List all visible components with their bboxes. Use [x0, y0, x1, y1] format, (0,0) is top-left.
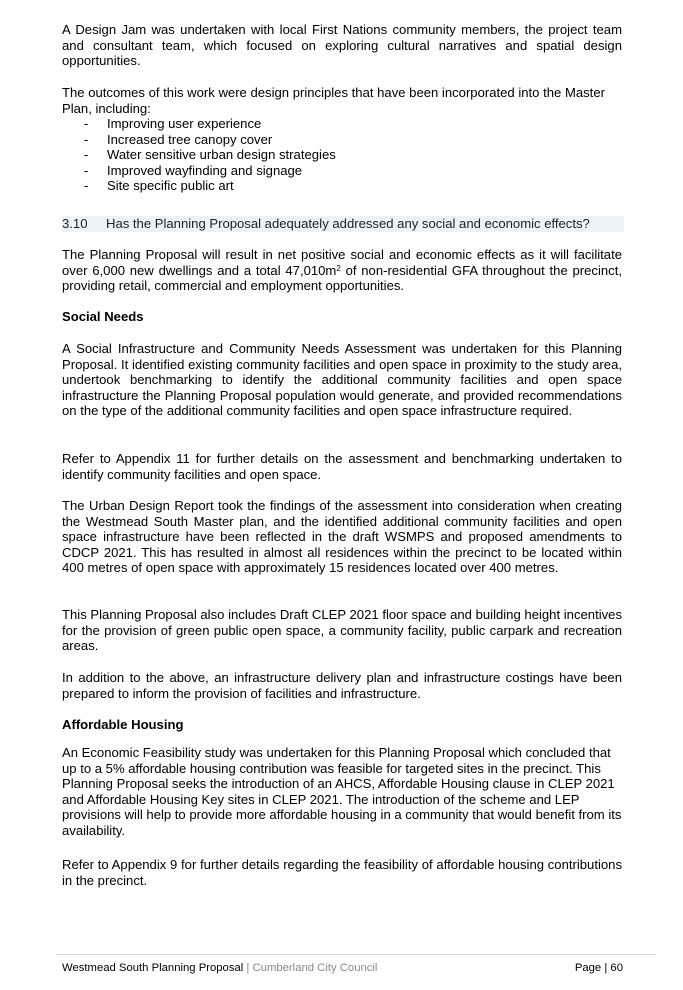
- footer-divider: [56, 954, 656, 955]
- superscript: 2: [336, 263, 341, 273]
- section-number: 3.10: [62, 216, 88, 231]
- paragraph-urban-design: The Urban Design Report took the findings of the assessment into consideration when creating the Westmead South Master plan, and the identified additional community facilities and open space infrastructure have been reflected in the draft WSMPS and proposed amendments to CDCP 2021. This has resulted in almost all residences within the precinct to be located within 400 metres of open space with approximately 15 residences located over 400 metres.: [62, 498, 622, 576]
- paragraph-design-jam: A Design Jam was undertaken with local First Nations community members, the project team and consultant team, which focused on exploring cultural narratives and spatial design opportunities.: [62, 22, 622, 69]
- paragraph-appendix-11: Refer to Appendix 11 for further details on the assessment and benchmarking undertaken to identify community facilities and open space.: [62, 451, 622, 482]
- paragraph-incentives: This Planning Proposal also includes Draft CLEP 2021 floor space and building height incentives for the provision of green public open space, a community facility, public carpark and recreation areas.: [62, 607, 622, 654]
- footer-left: [62, 962, 377, 975]
- paragraph-affordable-housing: An Economic Feasibility study was undertaken for this Planning Proposal which concluded that up to a 5% affordable housing contribution was feasible for targeted sites in the precinct. This Planning Proposal seeks the introduction of an AHCS, Affordable Housing clause in CLEP 2021 and Affordable Housing Key sites in CLEP 2021. The introduction of the scheme and LEP provisions will help to provide more affordable housing in a community that would benefit from its availability.: [62, 745, 622, 838]
- list-item: - Increased tree canopy cover: [62, 132, 622, 148]
- paragraph-infrastructure: In addition to the above, an infrastructure delivery plan and infrastructure costings have been prepared to inform the provision of facilities and infrastructure.: [62, 670, 622, 701]
- section-heading: [62, 216, 624, 232]
- footer-document-title: Westmead South Planning Proposal: [62, 962, 244, 974]
- section-title: Has the Planning Proposal adequately addressed any social and economic effects?: [106, 216, 590, 231]
- footer-separator: |: [246, 962, 250, 974]
- list-item: - Improving user experience: [62, 116, 622, 132]
- footer-page-number: Page | 60: [574, 962, 623, 974]
- list-item: - Water sensitive urban design strategies: [62, 147, 622, 163]
- list-item: - Improved wayfinding and signage: [62, 163, 622, 179]
- design-principles-list: [62, 116, 622, 194]
- subheading-social-needs: Social Needs: [62, 309, 144, 324]
- text-run: The Planning Proposal will result in net positive social and economic effects as it will facilitate over 6,000 new dwellings and a total 47,010m: [62, 247, 622, 278]
- footer-council: Cumberland City Council: [252, 962, 378, 974]
- text-run: of non-residential GFA throughout the precinct, providing retail, commercial and employment opportunities.: [62, 262, 622, 294]
- list-item: - Site specific public art: [62, 178, 622, 194]
- subheading-affordable-housing: Affordable Housing: [62, 717, 184, 732]
- paragraph-net-positive: [62, 247, 622, 294]
- paragraph-social-assessment: A Social Infrastructure and Community Needs Assessment was undertaken for this Planning Proposal. It identified existing community facilities and open space in proximity to the study area, undertook benchmarking to identify the additional community facilities and open space infrastructure the Planning Proposal population would generate, and provided recommendations on the type of the additional community facilities and open space infrastructure required.: [62, 341, 622, 419]
- paragraph-appendix-9: Refer to Appendix 9 for further details regarding the feasibility of affordable housing contributions in the precinct.: [62, 857, 622, 888]
- paragraph-outcomes: The outcomes of this work were design principles that have been incorporated into the Master Plan, including:: [62, 85, 605, 116]
